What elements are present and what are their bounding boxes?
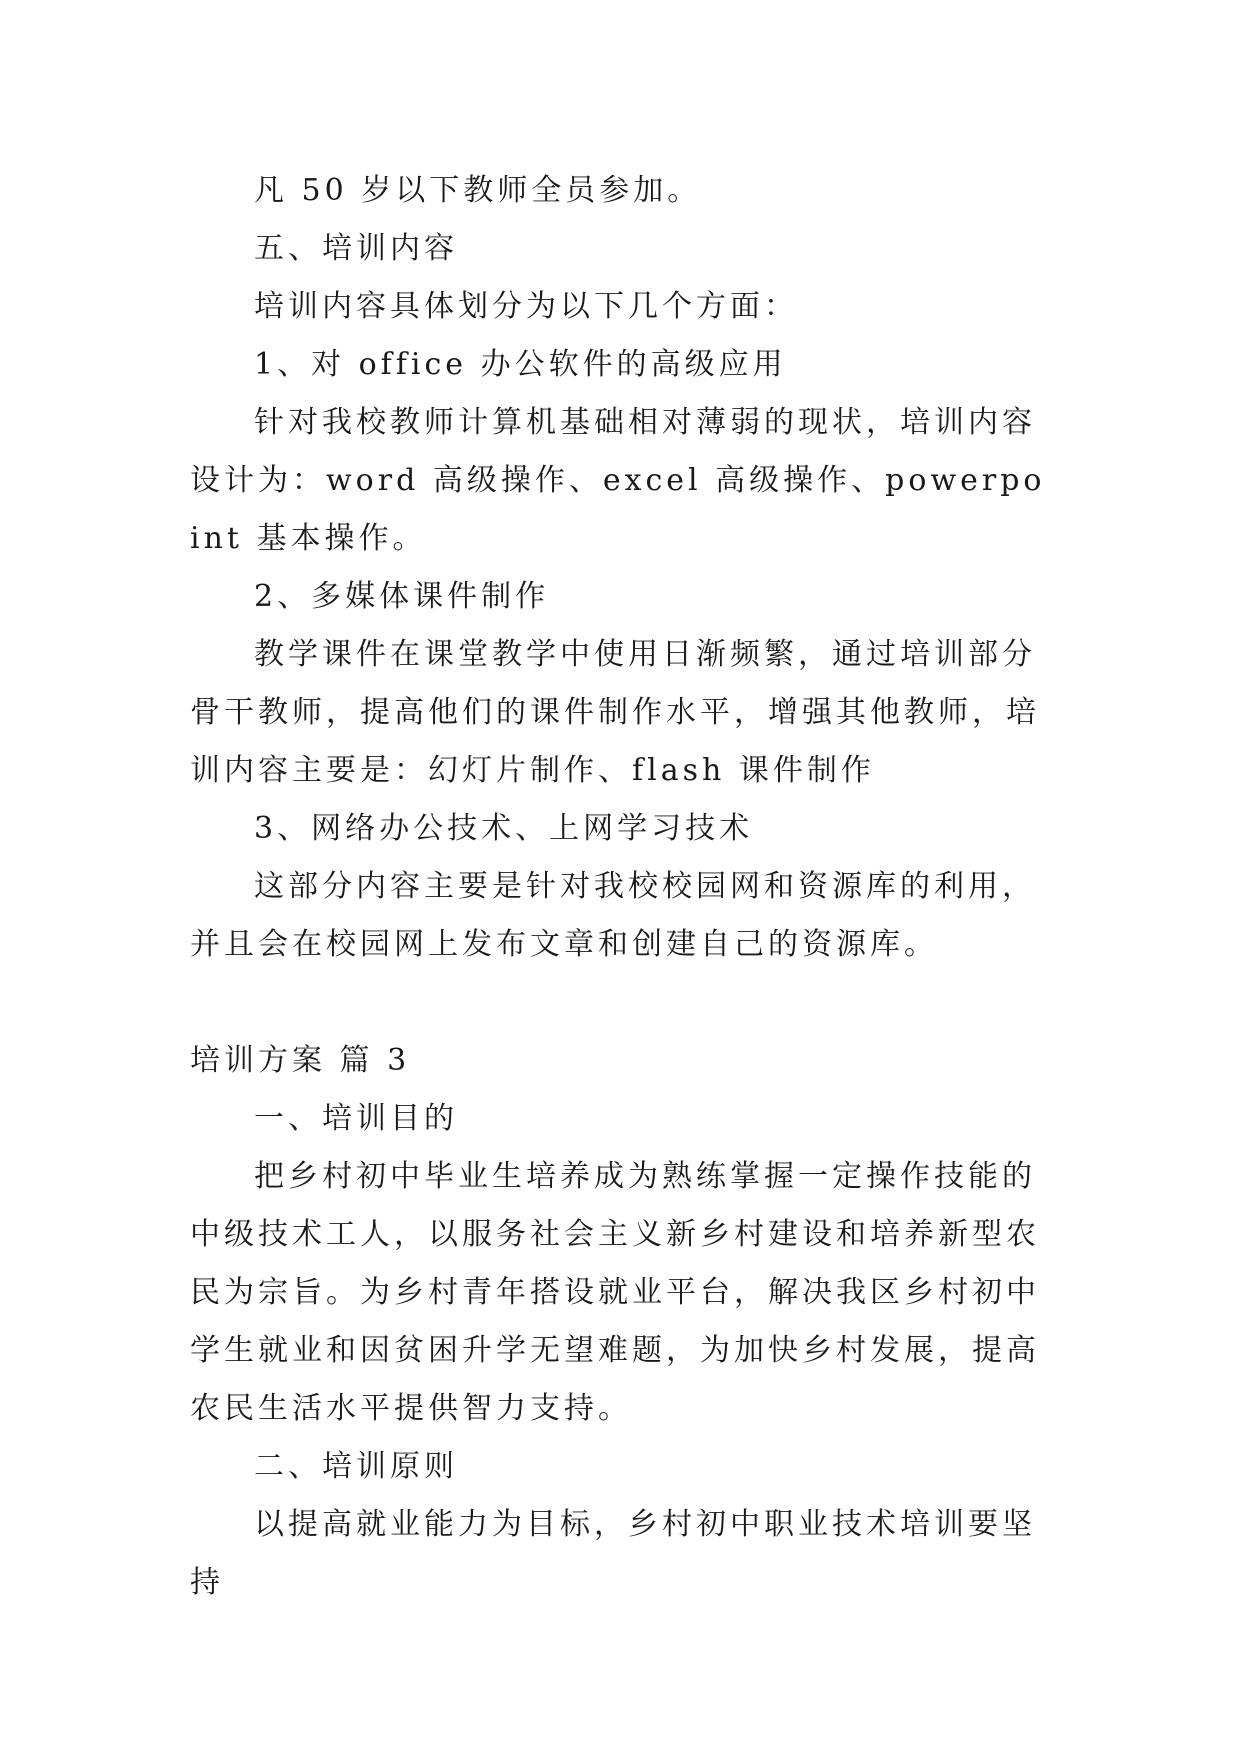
list-item-multimedia: 2、多媒体课件制作 — [254, 579, 550, 614]
section-title: 培训方案 篇 3 — [190, 1043, 411, 1078]
paragraph: 这部分内容主要是针对我校校园网和资源库的利用，并且会在校园网上发布文章和创建自己的资源库。 — [190, 869, 1036, 962]
list-item-office: 1、对 office 办公软件的高级应用 — [254, 347, 787, 382]
paragraph: 把乡村初中毕业生培养成为熟练掌握一定操作技能的中级技术工人，以服务社会主义新乡村建设和培养新型农民为宗旨。为乡村青年搭设就业平台，解决我区乡村初中学生就业和因贫困升学无望难题，为加快乡村发展，提高农民生活水平提供智力支持。 — [190, 1159, 1040, 1426]
subheading-training-content: 五、培训内容 — [254, 231, 458, 266]
paragraph: 以提高就业能力为目标，乡村初中职业技术培训要坚持 — [190, 1507, 1036, 1600]
list-item-network: 3、网络办公技术、上网学习技术 — [254, 811, 754, 846]
subheading-training-principle: 二、培训原则 — [254, 1449, 458, 1484]
paragraph: 凡 50 岁以下教师全员参加。 — [254, 173, 702, 208]
paragraph: 教学课件在课堂教学中使用日渐频繁，通过培训部分骨干教师，提高他们的课件制作水平，增强其他教师，培训内容主要是：幻灯片制作、flash 课件制作 — [190, 637, 1040, 788]
paragraph: 培训内容具体划分为以下几个方面： — [254, 289, 798, 324]
section-gap — [190, 974, 1056, 1032]
paragraph: 针对我校教师计算机基础相对薄弱的现状，培训内容设计为：word 高级操作、excel 高级操作、powerpoint 基本操作。 — [190, 405, 1046, 556]
document-body — [190, 162, 1056, 1612]
subheading-training-purpose: 一、培训目的 — [254, 1101, 458, 1136]
